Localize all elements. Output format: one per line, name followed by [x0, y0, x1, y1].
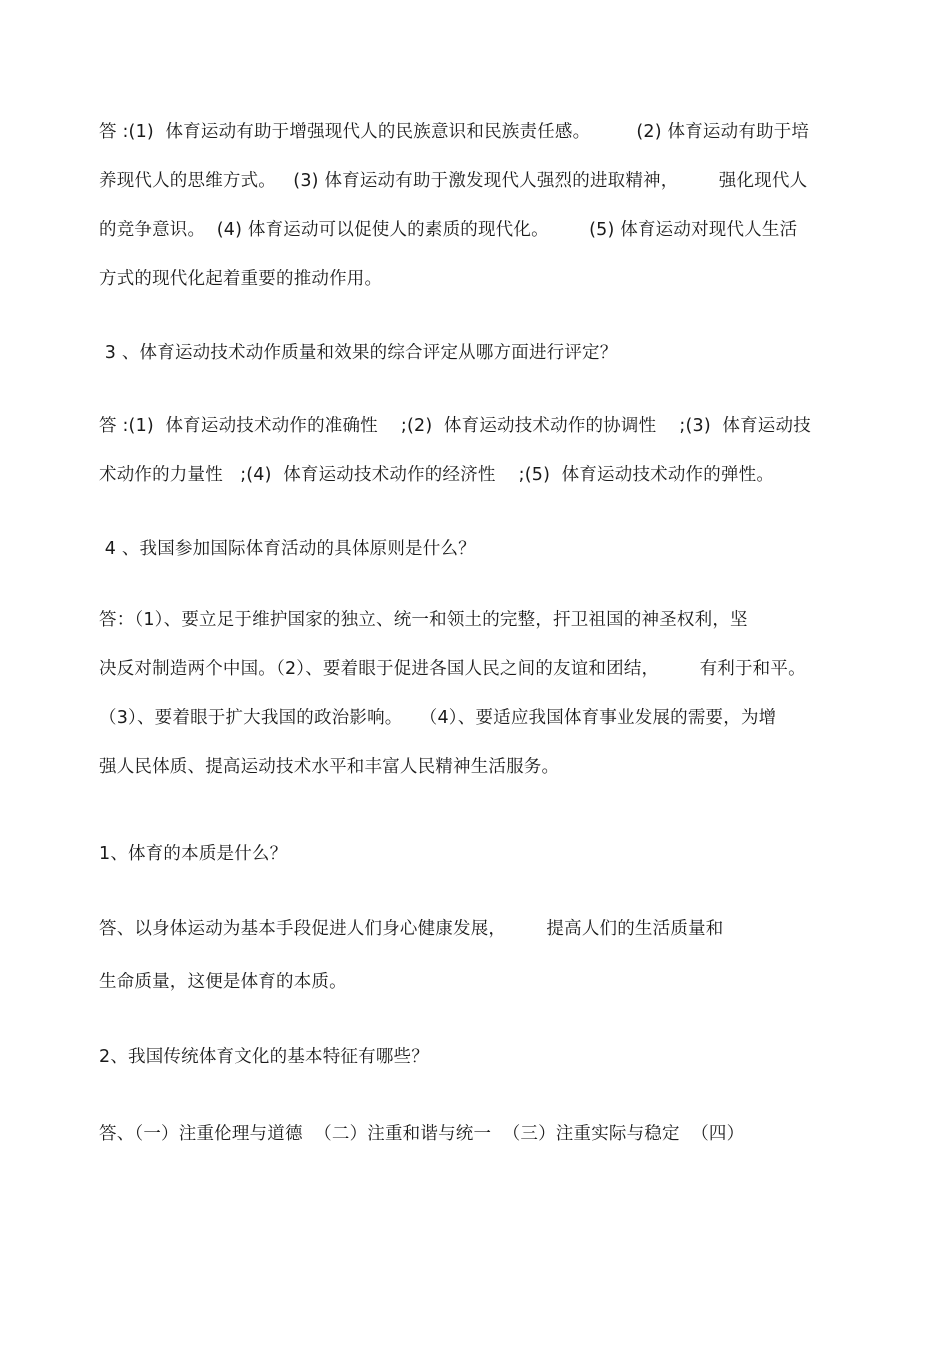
- answer-3-line-2: 术动作的力量性 ;(4) 体育运动技术动作的经济性 ;(5) 体育运动技术动作的弹性。: [99, 465, 775, 485]
- answer-4-line-1: 答：（1）、要立足于维护国家的独立、统一和领土的完整，扞卫祖国的神圣权利，坚: [99, 610, 748, 630]
- question-1: 1、体育的本质是什么？: [99, 844, 288, 864]
- answer-1-line-1: 答、以身体运动为基本手段促进人们身心健康发展， 提高人们的生活质量和: [99, 919, 724, 939]
- answer-4-line-2: 决反对制造两个中国。（2）、要着眼于促进各国人民之间的友谊和团结， 有利于和平。: [99, 659, 806, 679]
- answer-2-line-3: 的竞争意识。 (4) 体育运动可以促使人的素质的现代化。 (5) 体育运动对现代人生活: [99, 220, 798, 240]
- answer-2-line-1: 答 :(1) 体育运动有助于增强现代人的民族意识和民族责任感。 (2) 体育运动有助于培: [99, 122, 810, 142]
- answer-2b-line-1: 答、（一）注重伦理与道德 （二）注重和谐与统一 （三）注重实际与稳定 （四）: [99, 1124, 745, 1144]
- answer-4-line-3: （3）、要着眼于扩大我国的政治影响。 （4）、要适应我国体育事业发展的需要，为增: [99, 708, 777, 728]
- question-4: 4 、我国参加国际体育活动的具体原则是什么？: [99, 539, 476, 559]
- question-2: 2、我国传统体育文化的基本特征有哪些？: [99, 1047, 429, 1067]
- answer-1-line-2: 生命质量，这便是体育的本质。: [99, 972, 347, 992]
- answer-2-line-4: 方式的现代化起着重要的推动作用。: [99, 269, 383, 289]
- question-3: 3 、体育运动技术动作质量和效果的综合评定从哪方面进行评定？: [99, 343, 618, 363]
- answer-3-line-1: 答 :(1) 体育运动技术动作的准确性 ;(2) 体育运动技术动作的协调性 ;(3) 体育运动技: [99, 416, 811, 436]
- answer-2-line-2: 养现代人的思维方式。 (3) 体育运动有助于激发现代人强烈的进取精神， 强化现代人: [99, 171, 808, 191]
- answer-4-line-4: 强人民体质、提高运动技术水平和丰富人民精神生活服务。: [99, 757, 560, 777]
